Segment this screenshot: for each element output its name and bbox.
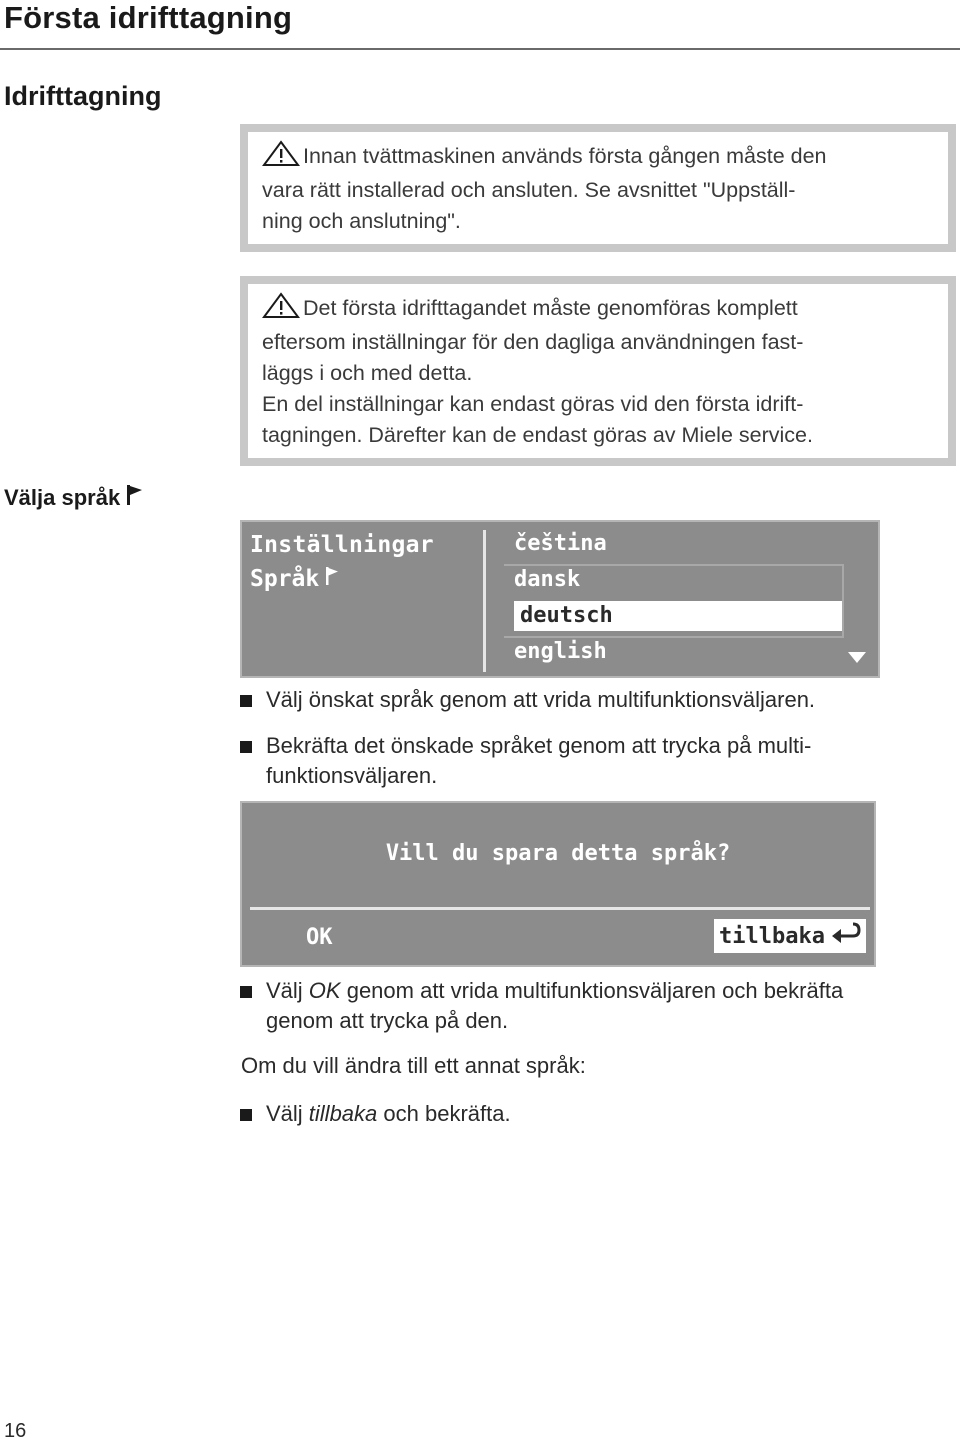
language-option[interactable]: english [514,639,607,664]
section-title: Idrifttagning [4,81,162,111]
language-option[interactable]: čeština [514,531,607,556]
page-number: 16 [4,1420,27,1442]
list-separator [504,564,844,566]
warning-box-installation [240,124,956,252]
display-confirm-language [240,801,876,967]
warning-line: ning och anslutning". [262,209,461,233]
bullet-square-icon [240,741,252,753]
warning-box-first-use [240,276,956,466]
warning-line: En del inställningar kan endast göras vid den första idrift- [262,392,804,416]
warning-line: Innan tvättmaskinen används första gången måste den [262,140,934,175]
display-menu-subtitle: Språk [250,566,339,592]
flag-icon [126,484,144,512]
back-option[interactable]: tillbaka [714,919,866,953]
ok-option[interactable]: OK [306,925,333,950]
instruction-item: Välj OK genom att vrida multifunktionsväljaren och bekräfta genom att trycka på den. [240,976,956,1036]
change-language-note: Om du vill ändra till ett annat språk: [241,1053,586,1078]
bullet-square-icon [240,986,252,998]
display-divider [250,907,870,910]
instruction-list [240,976,956,1052]
instruction-item: Välj tillbaka och bekräfta. [240,1099,956,1129]
display-divider [483,530,486,672]
title-divider [0,48,960,50]
instruction-item: Bekräfta det önskade språket genom att trycka på multi- funktionsväljaren. [240,731,956,791]
display-menu-title: Inställningar [250,532,434,558]
warning-triangle-icon [262,292,300,327]
warning-line: Det första idrifttagandet måste genomföras komplett [262,292,934,327]
bullet-square-icon [240,695,252,707]
warning-line: eftersom inställningar för den dagliga användningen fast- [262,330,804,354]
bullet-square-icon [240,1109,252,1121]
instruction-list [240,685,956,807]
flag-icon [325,566,339,592]
warning-triangle-icon [262,140,300,175]
list-separator [504,636,844,638]
page-title: Första idrifttagning [4,0,293,35]
scrollbar-track [842,566,844,636]
confirm-question: Vill du spara detta språk? [385,841,731,866]
instruction-item: Välj önskat språk genom att vrida multifunktionsväljaren. [240,685,956,715]
instruction-list [240,1099,956,1145]
return-arrow-icon [831,922,861,950]
scroll-down-arrow-icon[interactable] [848,652,866,663]
language-option-selected[interactable]: deutsch [514,601,844,631]
side-heading-select-language: Välja språk [4,484,144,512]
language-option[interactable]: dansk [514,567,581,592]
warning-line: vara rätt installerad och ansluten. Se avsnittet "Uppställ- [262,178,796,202]
display-language-menu [240,520,880,678]
warning-line: tagningen. Därefter kan de endast göras av Miele service. [262,423,813,447]
warning-line: läggs i och med detta. [262,361,473,385]
language-list [504,526,844,670]
